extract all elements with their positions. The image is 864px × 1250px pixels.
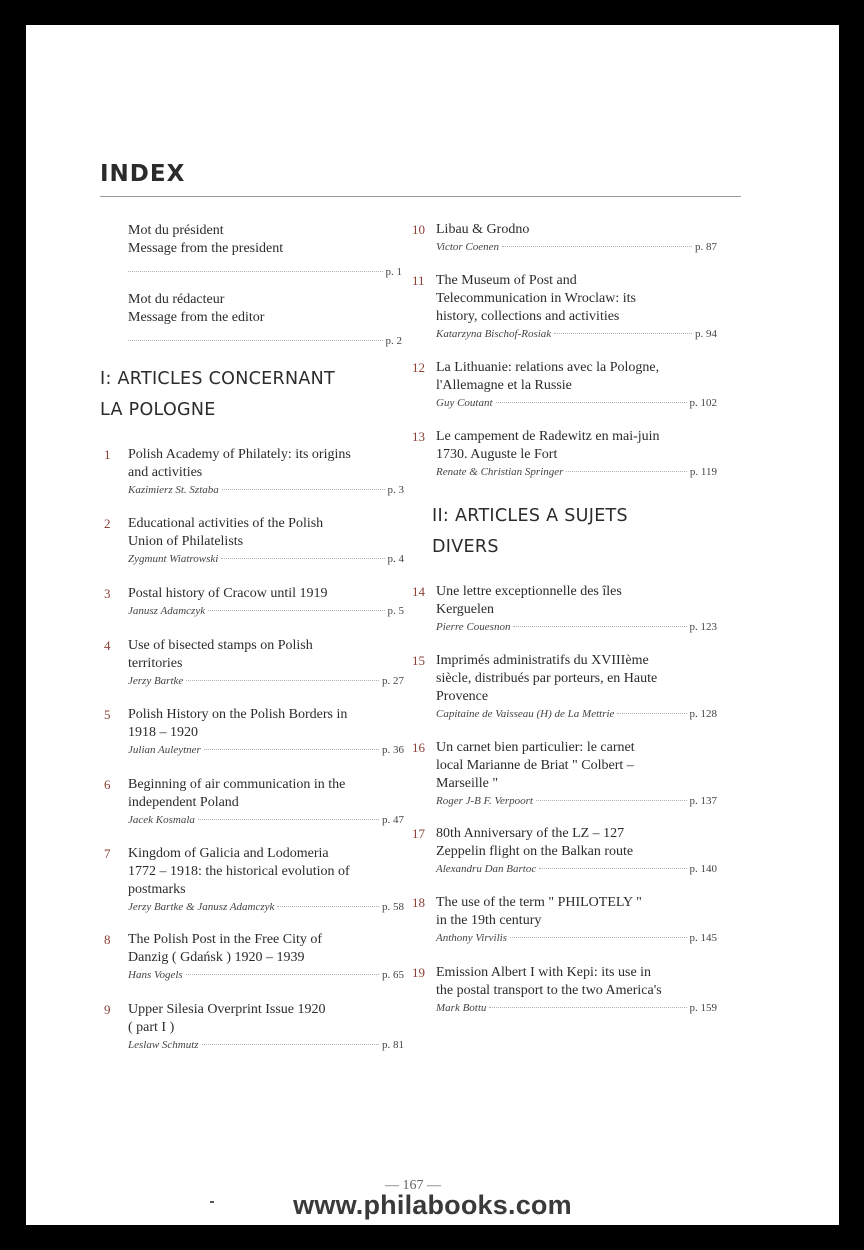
entry-page: p. 123 <box>689 621 717 633</box>
entry-author-line <box>436 619 717 635</box>
entry-number: 18 <box>412 895 425 910</box>
entry-author: Julian Auleytner <box>128 744 201 756</box>
index-title: INDEX <box>100 161 186 187</box>
entry-page: p. 81 <box>382 1039 404 1051</box>
leader-dots <box>186 680 379 681</box>
entry-title-line: local Marianne de Briat " Colbert – <box>436 758 634 773</box>
book-page <box>26 25 839 1225</box>
entry-author: Janusz Adamczyk <box>128 605 206 617</box>
entry-author-line <box>128 967 404 983</box>
entry-page: p. 159 <box>689 1002 717 1014</box>
entry-number: 17 <box>412 826 425 841</box>
entry-page: p. 140 <box>689 863 717 875</box>
intro-page-line <box>128 264 402 280</box>
entry-author-line <box>128 812 404 828</box>
entry-number: 2 <box>104 516 111 531</box>
leader-dots <box>510 937 687 938</box>
entry-author-line <box>436 239 717 255</box>
toc-entry[interactable] <box>104 446 404 498</box>
entry-page: p. 137 <box>689 795 717 807</box>
toc-entry[interactable] <box>412 739 717 809</box>
section-heading-line: DIVERS <box>432 537 499 557</box>
entry-number: 4 <box>104 638 111 653</box>
intro-editor <box>128 291 402 349</box>
toc-entry[interactable] <box>104 1001 404 1053</box>
toc-entry[interactable] <box>104 845 404 915</box>
leader-dots <box>202 1044 379 1045</box>
entry-number: 16 <box>412 740 425 755</box>
entry-title-line: 80th Anniversary of the LZ – 127 <box>436 826 625 841</box>
entry-author-line <box>128 1037 404 1053</box>
entry-title-line: Emission Albert I with Kepi: its use in <box>436 965 652 980</box>
entry-number: 14 <box>412 584 425 599</box>
entry-title-line: Le campement de Radewitz en mai-juin <box>436 429 660 444</box>
entry-page: p. 87 <box>695 241 717 253</box>
entry-page: p. 4 <box>387 553 404 565</box>
entry-title-line: Zeppelin flight on the Balkan route <box>436 844 634 859</box>
title-divider <box>100 196 741 197</box>
entry-page: p. 94 <box>695 328 717 340</box>
intro-president <box>128 222 402 280</box>
entry-author-line <box>128 742 404 758</box>
entry-author-line <box>436 464 717 480</box>
intro-line: Mot du président <box>128 223 224 238</box>
page-ref: p. 2 <box>385 335 402 347</box>
entry-title-line: independent Poland <box>128 795 239 810</box>
entry-author: Mark Bottu <box>436 1002 487 1014</box>
leader-dots <box>566 471 686 472</box>
entry-title-line: history, collections and activities <box>436 309 620 324</box>
entry-title-line: Polish History on the Polish Borders in <box>128 707 348 722</box>
entry-page: p. 65 <box>382 969 404 981</box>
entry-number: 5 <box>104 707 111 722</box>
toc-entry[interactable] <box>104 706 404 758</box>
toc-entry[interactable] <box>412 272 717 342</box>
leader-dots <box>536 800 687 801</box>
entry-author: Leslaw Schmutz <box>128 1039 199 1051</box>
entry-number: 3 <box>104 586 111 601</box>
entry-author-line <box>436 861 717 877</box>
entry-title-line: Beginning of air communication in the <box>128 777 346 792</box>
entry-title-line: Union of Philatelists <box>128 534 244 549</box>
toc-entry[interactable] <box>104 515 404 567</box>
leader-dots <box>513 626 686 627</box>
entry-author-line <box>128 482 404 498</box>
entry-author-line <box>128 673 404 689</box>
entry-number: 9 <box>104 1002 111 1017</box>
entry-author: Capitaine de Vaisseau (H) de La Mettrie <box>436 708 615 720</box>
toc-entry[interactable] <box>412 964 717 1016</box>
entry-page: p. 102 <box>689 397 717 409</box>
entry-author: Alexandru Dan Bartoc <box>436 863 537 875</box>
entry-title-line: The use of the term " PHILOTELY " <box>436 895 642 910</box>
toc-entry[interactable] <box>104 776 404 828</box>
entry-title-line: 1730. Auguste le Fort <box>436 447 558 462</box>
entry-author-line <box>436 326 717 342</box>
entry-author: Jerzy Bartke & Janusz Adamczyk <box>128 901 275 913</box>
entry-number: 1 <box>104 447 111 462</box>
entry-author: Anthony Virvilis <box>436 932 507 944</box>
entry-author: Jerzy Bartke <box>128 675 184 687</box>
entry-author-line <box>128 603 404 619</box>
toc-entry[interactable] <box>412 894 717 946</box>
leader-dots <box>489 1007 686 1008</box>
leader-dots <box>554 333 692 334</box>
entry-author-line <box>436 793 717 809</box>
leader-dots <box>208 610 384 611</box>
entry-title-line: siècle, distribués par porteurs, en Haute <box>436 671 658 686</box>
entry-page: p. 47 <box>382 814 404 826</box>
entry-author: Jacek Kosmala <box>128 814 195 826</box>
intro-line: Message from the editor <box>128 310 265 325</box>
toc-entry[interactable] <box>104 585 404 619</box>
entry-title-line: Marseille " <box>436 776 499 791</box>
entry-title-line: The Polish Post in the Free City of <box>128 932 323 947</box>
section-heading-line: LA POLOGNE <box>100 400 216 420</box>
entry-title-line: Kerguelen <box>436 602 495 617</box>
leader-dots <box>496 402 687 403</box>
entry-title-line: Un carnet bien particulier: le carnet <box>436 740 635 755</box>
toc-entry[interactable] <box>412 221 717 255</box>
entry-title-line: Libau & Grodno <box>436 222 530 237</box>
entry-title-line: the postal transport to the two America's <box>436 983 662 998</box>
leader-dots <box>221 558 384 559</box>
toc-entry[interactable] <box>412 359 717 411</box>
entry-title-line: Telecommunication in Wroclaw: its <box>436 291 636 306</box>
entry-number: 19 <box>412 965 425 980</box>
entry-number: 6 <box>104 777 111 792</box>
entry-author: Hans Vogels <box>128 969 183 981</box>
toc-entry[interactable] <box>412 428 717 480</box>
intro-line: Mot du rédacteur <box>128 292 225 307</box>
entry-number: 11 <box>412 273 425 288</box>
entry-title-line: in the 19th century <box>436 913 542 928</box>
entry-number: 15 <box>412 653 425 668</box>
entry-author-line <box>436 1000 717 1016</box>
entry-author-line <box>436 395 717 411</box>
entry-title-line: Use of bisected stamps on Polish <box>128 638 313 653</box>
section-heading-line: I: ARTICLES CONCERNANT <box>100 369 335 389</box>
entry-page: p. 128 <box>689 708 717 720</box>
entry-author-line <box>436 930 717 946</box>
entry-title-line: l'Allemagne et la Russie <box>436 378 572 393</box>
page-ref: p. 1 <box>385 266 402 278</box>
entry-title-line: Polish Academy of Philately: its origins <box>128 447 351 462</box>
entry-title-line: Danzig ( Gdańsk ) 1920 – 1939 <box>128 950 305 965</box>
section-heading <box>432 501 628 563</box>
entry-page: p. 58 <box>382 901 404 913</box>
entry-title-line: Postal history of Cracow until 1919 <box>128 586 328 601</box>
entry-number: 10 <box>412 222 425 237</box>
entry-author: Roger J-B F. Verpoort <box>436 795 533 807</box>
watermark: www.philabooks.com <box>293 1190 572 1220</box>
leader-dots <box>502 246 692 247</box>
entry-title-line: Provence <box>436 689 489 704</box>
leader-dots <box>128 271 383 272</box>
entry-number: 12 <box>412 360 425 375</box>
entry-title-line: Upper Silesia Overprint Issue 1920 <box>128 1002 326 1017</box>
leader-dots <box>204 749 379 750</box>
entry-title-line: The Museum of Post and <box>436 273 577 288</box>
entry-title-line: Une lettre exceptionnelle des îles <box>436 584 622 599</box>
entry-title-line: territories <box>128 656 183 671</box>
leader-dots <box>198 819 379 820</box>
entry-page: p. 145 <box>689 932 717 944</box>
toc-entry[interactable] <box>412 583 717 635</box>
toc-entry[interactable] <box>104 637 404 689</box>
leader-dots <box>539 868 686 869</box>
entry-author-line <box>436 706 717 722</box>
entry-number: 13 <box>412 429 425 444</box>
intro-page-line <box>128 333 402 349</box>
entry-title-line: Imprimés administratifs du XVIIIème <box>436 653 649 668</box>
entry-title-line: La Lithuanie: relations avec la Pologne, <box>436 360 660 375</box>
entry-title-line: Educational activities of the Polish <box>128 516 324 531</box>
entry-title-line: Kingdom of Galicia and Lodomeria <box>128 846 329 861</box>
entry-author-line <box>128 551 404 567</box>
leader-dots <box>186 974 379 975</box>
toc-entry[interactable] <box>104 931 404 983</box>
entry-title-line: ( part I ) <box>128 1020 175 1035</box>
leader-dots <box>617 713 686 714</box>
section-heading <box>100 364 335 426</box>
entry-author: Guy Coutant <box>436 397 493 409</box>
entry-author: Victor Coenen <box>436 241 500 253</box>
toc-entry[interactable] <box>412 652 717 722</box>
entry-author-line <box>128 899 404 915</box>
entry-page: p. 27 <box>382 675 404 687</box>
entry-page: p. 5 <box>387 605 404 617</box>
entry-title-line: postmarks <box>128 882 186 897</box>
intro-line: Message from the president <box>128 241 284 256</box>
entry-title-line: and activities <box>128 465 203 480</box>
entry-author: Zygmunt Wiatrowski <box>128 553 219 565</box>
entry-author: Renate & Christian Springer <box>436 466 564 478</box>
entry-title-line: 1918 – 1920 <box>128 725 198 740</box>
entry-title-line: 1772 – 1918: the historical evolution of <box>128 864 350 879</box>
toc-entry[interactable] <box>412 825 717 877</box>
leader-dots <box>128 340 383 341</box>
entry-author: Pierre Couesnon <box>436 621 511 633</box>
entry-author: Kazimierz St. Sztaba <box>128 484 219 496</box>
entry-number: 7 <box>104 846 111 861</box>
entry-author: Katarzyna Bischof-Rosiak <box>436 328 552 340</box>
page-number: — 167 — <box>385 1178 441 1193</box>
entry-number: 8 <box>104 932 111 947</box>
leader-dots <box>277 906 379 907</box>
entry-page: p. 119 <box>689 466 717 478</box>
entry-page: p. 3 <box>387 484 404 496</box>
entry-page: p. 36 <box>382 744 404 756</box>
leader-dots <box>222 489 385 490</box>
section-heading-line: II: ARTICLES A SUJETS <box>432 506 628 526</box>
